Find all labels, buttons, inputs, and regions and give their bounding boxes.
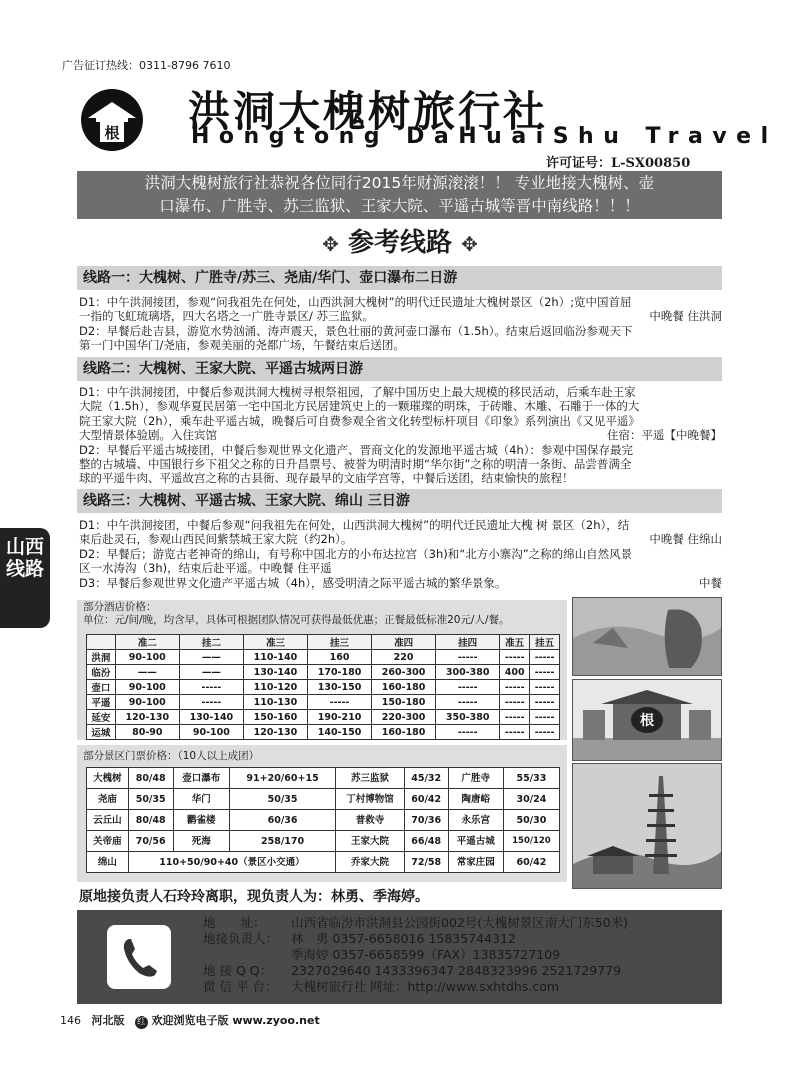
wechat-value: 大槐树旅行社 网址：http://www.sxhtdhs.com xyxy=(291,979,560,994)
ticket-cell: 死海 xyxy=(173,831,229,852)
ticket-row xyxy=(87,852,560,873)
ticket-cell: 尧庙 xyxy=(87,789,129,810)
agency-logo xyxy=(80,88,144,152)
hotel-cell: ----- xyxy=(500,695,530,710)
hotel-header-cell: 准三 xyxy=(243,635,307,650)
phone-icon-box xyxy=(107,925,171,989)
hotel-cell: 壶口 xyxy=(87,680,116,695)
hotel-header-cell: 准五 xyxy=(500,635,530,650)
ticket-cell: 91+20/60+15 xyxy=(230,768,336,789)
route-1-line: D1：中午洪洞接团，参观“问我祖先在何处，山西洪洞大槐树”的明代迁民遗址大槐树景区（2h）;览中国首屈 xyxy=(79,295,632,309)
hotel-row xyxy=(87,665,560,680)
route-3-line: D1：中午洪洞接团，中餐后参观“问我祖先在何处，山西洪洞大槐树”的明代迁民遗址大槐 树 景区（2h），结 xyxy=(79,518,630,532)
hotel-cell: ----- xyxy=(530,725,560,740)
hotel-caption-title: 部分酒店价格： xyxy=(83,601,157,613)
license-number: 许可证号：L-SX00850 xyxy=(546,156,691,171)
route-2-lodging: 住宿：平遥【中晚餐】 xyxy=(607,428,722,443)
hotel-caption-note: 单位：元/间/晚，均含早，具体可根据团队情况可获得最低优惠；正餐最低标准20元/人/餐。 xyxy=(83,614,510,626)
side-tab-line-2: 线路 xyxy=(5,558,44,580)
hotel-cell: ----- xyxy=(500,710,530,725)
hotel-cell: 130-140 xyxy=(243,665,307,680)
person-2-value: 季海婷 0357-6658599（FAX）13835727109 xyxy=(291,947,561,962)
phone-icon xyxy=(107,925,171,989)
hotel-cell: ----- xyxy=(179,695,243,710)
hotel-cell: 150-160 xyxy=(243,710,307,725)
hotel-row xyxy=(87,695,560,710)
side-tab-line-1: 山西 xyxy=(5,536,44,558)
ornament-left-icon: ✥ xyxy=(322,232,339,256)
ticket-cell: 70/36 xyxy=(404,810,448,831)
hotel-cell: ----- xyxy=(500,680,530,695)
route-2-line: 整的古城墙、中国银行乡下祖父之称的日升昌票号、被誉为明清时期“华尔街”之称的明清一条街、品尝普满全 xyxy=(79,457,632,472)
ticket-row xyxy=(87,768,560,789)
route-3-title: 线路三：大槐树、平遥古城、王家大院、绵山 三日游 xyxy=(77,489,722,513)
hotel-row xyxy=(87,680,560,695)
hotel-cell: 临汾 xyxy=(87,665,116,680)
hotel-header-cell: 准二 xyxy=(115,635,179,650)
qq-value: 2327029640 1433396347 2848323996 2521729779 xyxy=(291,963,622,978)
hotel-cell: ----- xyxy=(530,680,560,695)
route-2-body xyxy=(79,385,722,486)
edition-label: 河北版 xyxy=(91,1014,125,1027)
hotel-cell: 洪洞 xyxy=(87,650,116,665)
hotel-cell: 110-140 xyxy=(243,650,307,665)
hotel-cell: 平遥 xyxy=(87,695,116,710)
hotel-header-cell: 挂三 xyxy=(307,635,371,650)
side-tab-shanxi-routes xyxy=(0,528,50,628)
hotel-cell: 400 xyxy=(500,665,530,680)
hotel-cell: —— xyxy=(179,665,243,680)
hotel-cell: 160 xyxy=(307,650,371,665)
hotel-cell: ----- xyxy=(530,665,560,680)
ticket-cell: 55/33 xyxy=(503,768,559,789)
ticket-cell: 50/35 xyxy=(230,789,336,810)
route-3-meal: 中晚餐 住绵山 xyxy=(649,532,722,547)
route-1-meal: 中晚餐 住洪洞 xyxy=(649,309,722,324)
hotel-cell: ----- xyxy=(179,680,243,695)
ticket-cell: 云丘山 xyxy=(87,810,129,831)
ticket-cell: 永乐宫 xyxy=(448,810,503,831)
hotel-cell: ----- xyxy=(436,650,500,665)
route-3-line: D2：早餐后；游览古老神奇的绵山，有号称中国北方的小布达拉宫（3h)和“北方小寨沟”之称的绵山自然风景 xyxy=(79,546,633,561)
hotel-cell: 160-180 xyxy=(372,680,436,695)
route-1-line: 第一门中国华门/尧庙，参观美丽的尧都广场，午餐结束后送团。 xyxy=(79,338,405,353)
address-value: 山西省临汾市洪洞县公园街002号(大槐树景区南大门东50米) xyxy=(291,915,629,930)
route-3-line: 区一水涛沟（3h)，结束后赴平遥。中晚餐 住平遥 xyxy=(79,561,332,576)
hotel-cell: ----- xyxy=(530,650,560,665)
hotel-cell: 220-300 xyxy=(372,710,436,725)
greeting-banner xyxy=(77,171,722,219)
contact-person-2 xyxy=(203,947,560,962)
ticket-cell: 乔家大院 xyxy=(336,852,405,873)
circle-logo-icon: 红 xyxy=(136,1017,146,1027)
hotel-row xyxy=(87,725,560,740)
route-2-line: D2：早餐后平遥古城接团，中餐后参观世界文化遗产、晋商文化的发源地平遥古城（4h）：参观中国保存最完 xyxy=(79,442,634,457)
ticket-cell: 鹳雀楼 xyxy=(173,810,229,831)
ticket-cell: 60/36 xyxy=(230,810,336,831)
ticket-cell: 258/170 xyxy=(230,831,336,852)
ticket-cell: 丁村博物馆 xyxy=(336,789,405,810)
ticket-cell: 66/48 xyxy=(404,831,448,852)
page-footer xyxy=(60,1012,320,1029)
hotel-header-cell: 准四 xyxy=(372,635,436,650)
ticket-row xyxy=(87,789,560,810)
ticket-cell: 绵山 xyxy=(87,852,129,873)
banner-line-1: 洪洞大槐树旅行社恭祝各位同行2015年财源滚滚！！ 专业地接大槐树、壶 xyxy=(144,174,655,192)
hotel-header-cell: 挂二 xyxy=(179,635,243,650)
ticket-row xyxy=(87,831,560,852)
ticket-cell: 72/58 xyxy=(404,852,448,873)
hotel-price-table xyxy=(86,634,560,740)
ad-hotline: 广告征订热线：0311-8796 7610 xyxy=(62,59,231,72)
hotel-cell: 110-120 xyxy=(243,680,307,695)
hotel-cell: 350-380 xyxy=(436,710,500,725)
route-3-body xyxy=(79,518,722,590)
route-1-body xyxy=(79,295,722,353)
route-3-line: D3：早餐后参观世界文化遗产平遥古城（4h），感受明清之际平遥古城的繁华景象。 xyxy=(79,575,507,590)
hotel-cell: ----- xyxy=(436,695,500,710)
ticket-cell: 80/48 xyxy=(128,810,173,831)
ticket-cell: 关帝庙 xyxy=(87,831,129,852)
hotel-cell: 300-380 xyxy=(436,665,500,680)
ticket-price-caption: 部分景区门票价格：（10人以上成团） xyxy=(83,750,260,762)
ticket-cell: 110+50/90+40（景区小交通） xyxy=(128,852,335,873)
photo-flying-rainbow-pagoda xyxy=(572,763,722,889)
agency-name-en: Hongtong DaHuaiShu Travel xyxy=(191,124,778,149)
hotel-cell: ----- xyxy=(307,695,371,710)
hotel-cell: —— xyxy=(115,665,179,680)
route-1-line: D2：早餐后赴吉县，游览水势汹涌、涛声震天，景色壮丽的黄河壶口瀑布（1.5h）。结束后返回临汾参观天下 xyxy=(79,323,633,338)
hotel-price-caption xyxy=(83,601,510,627)
contact-wechat xyxy=(203,979,559,994)
ticket-cell: 60/42 xyxy=(404,789,448,810)
contact-qq xyxy=(203,963,621,978)
ticket-cell: 广胜寺 xyxy=(448,768,503,789)
wechat-label: 微 信 平 台： xyxy=(203,979,278,994)
ticket-cell: 苏三监狱 xyxy=(336,768,405,789)
ticket-cell: 45/32 xyxy=(404,768,448,789)
ornament-right-icon: ✥ xyxy=(461,232,478,256)
section-title xyxy=(258,225,542,261)
ticket-cell: 80/48 xyxy=(128,768,173,789)
contact-change-notice: 原地接负责人石玲玲离职，现负责人为：林勇、季海婷。 xyxy=(79,889,429,905)
hotel-cell: 120-130 xyxy=(243,725,307,740)
section-title-text: 参考线路 xyxy=(347,228,452,258)
site-link[interactable]: 欢迎浏览电子版 www.zyoo.net xyxy=(151,1014,320,1027)
hotel-cell: ----- xyxy=(436,680,500,695)
ticket-cell: 普救寺 xyxy=(336,810,405,831)
gate-char: 根 xyxy=(640,713,654,729)
hotel-cell: —— xyxy=(179,650,243,665)
route-2-line: D1：中午洪洞接团，中餐后参观洪洞大槐树寻根祭祖园，了解中国历史上最大规模的移民活动，后乘车赴王家 xyxy=(79,385,636,399)
route-1-title: 线路一：大槐树、广胜寺/苏三、尧庙/华门、壶口瀑布二日游 xyxy=(77,266,722,290)
hotel-row xyxy=(87,710,560,725)
hotel-cell: 190-210 xyxy=(307,710,371,725)
hotel-cell: 90-100 xyxy=(115,695,179,710)
route-3-meal-final: 中餐 xyxy=(699,575,722,590)
ticket-row xyxy=(87,810,560,831)
ticket-cell: 50/35 xyxy=(128,789,173,810)
ticket-cell: 平遥古城 xyxy=(448,831,503,852)
hotel-cell: 运城 xyxy=(87,725,116,740)
agency-name-cn: 洪洞大槐树旅行社 xyxy=(188,87,549,136)
hotel-header-cell: 挂五 xyxy=(530,635,560,650)
hotel-header-cell: 挂四 xyxy=(436,635,500,650)
route-2-line: 院王家大院（2h），乘车赴平遥古城，晚餐后可自费参观全省文化转型标杆项目《印象》系列演出《又见平遥》 xyxy=(79,413,640,428)
route-3-line: 束后赴灵石，参观山西民间紫禁城王家大院（约2h）。 xyxy=(79,532,353,547)
ticket-cell: 50/30 xyxy=(503,810,559,831)
hotel-cell: 150-180 xyxy=(372,695,436,710)
photo-monument-stone xyxy=(572,597,722,676)
hotel-cell: 170-180 xyxy=(307,665,371,680)
person-1-value: 林 勇 0357-6658016 15835744312 xyxy=(291,931,516,946)
hotel-cell: 140-150 xyxy=(307,725,371,740)
ticket-cell: 常家庄园 xyxy=(448,852,503,873)
route-2-title: 线路二：大槐树、王家大院、平遥古城两日游 xyxy=(77,357,722,381)
ticket-cell: 150/120 xyxy=(503,831,559,852)
hotel-cell: 延安 xyxy=(87,710,116,725)
route-2-line: 大型情景体验剧。入住宾馆 xyxy=(79,428,217,443)
route-2-line: 大院（1.5h），参观华夏民居第一宅中国北方民居建筑史上的一颗璀璨的明珠，于砖雕、木雕、石雕于一体的大 xyxy=(79,399,640,414)
hotel-cell: ----- xyxy=(500,725,530,740)
hotel-cell: 130-150 xyxy=(307,680,371,695)
ticket-cell: 王家大院 xyxy=(336,831,405,852)
hotel-cell: 220 xyxy=(372,650,436,665)
contact-address xyxy=(203,915,628,930)
route-1-line: 一指的飞虹琉璃塔，四大名塔之一广胜寺景区/ 苏三监狱。 xyxy=(79,309,375,324)
hotel-cell: 110-130 xyxy=(243,695,307,710)
hotel-cell: ----- xyxy=(530,695,560,710)
hotel-cell: 90-100 xyxy=(115,650,179,665)
hotel-cell: 130-140 xyxy=(179,710,243,725)
ticket-cell: 30/24 xyxy=(503,789,559,810)
hotel-cell: 260-300 xyxy=(372,665,436,680)
hotel-cell: ----- xyxy=(436,725,500,740)
logo-char: 根 xyxy=(104,124,120,142)
ticket-cell: 70/56 xyxy=(128,831,173,852)
hotel-row xyxy=(87,650,560,665)
contact-person-1 xyxy=(203,931,516,946)
hotel-cell: 120-130 xyxy=(115,710,179,725)
hotel-cell: 80-90 xyxy=(115,725,179,740)
address-label: 地 址： xyxy=(203,915,266,930)
ticket-cell: 华门 xyxy=(173,789,229,810)
hotel-cell: 90-100 xyxy=(179,725,243,740)
hotel-header-cell xyxy=(87,635,116,650)
photo-root-gate xyxy=(572,679,722,761)
ticket-cell: 壶口瀑布 xyxy=(173,768,229,789)
person-label: 地接负责人： xyxy=(203,931,279,946)
hotel-cell: 90-100 xyxy=(115,680,179,695)
ticket-price-table xyxy=(86,767,560,873)
ticket-cell: 60/42 xyxy=(503,852,559,873)
ticket-cell: 陶唐峪 xyxy=(448,789,503,810)
hotel-cell: ----- xyxy=(530,710,560,725)
ticket-cell: 大槐树 xyxy=(87,768,129,789)
hotel-cell: 160-180 xyxy=(372,725,436,740)
route-2-line: 球的平遥牛肉、平遥故宫之称的古县衙、现存最早的文庙学宫等，中餐后送团，结束愉快的旅程！ xyxy=(79,471,574,486)
banner-line-2: 口瀑布、广胜寺、苏三监狱、王家大院、平遥古城等晋中南线路！！！ xyxy=(159,197,640,215)
page-number: 146 xyxy=(60,1014,81,1027)
hotel-cell: ----- xyxy=(500,650,530,665)
qq-label: 地 接 Q Q： xyxy=(203,963,273,978)
